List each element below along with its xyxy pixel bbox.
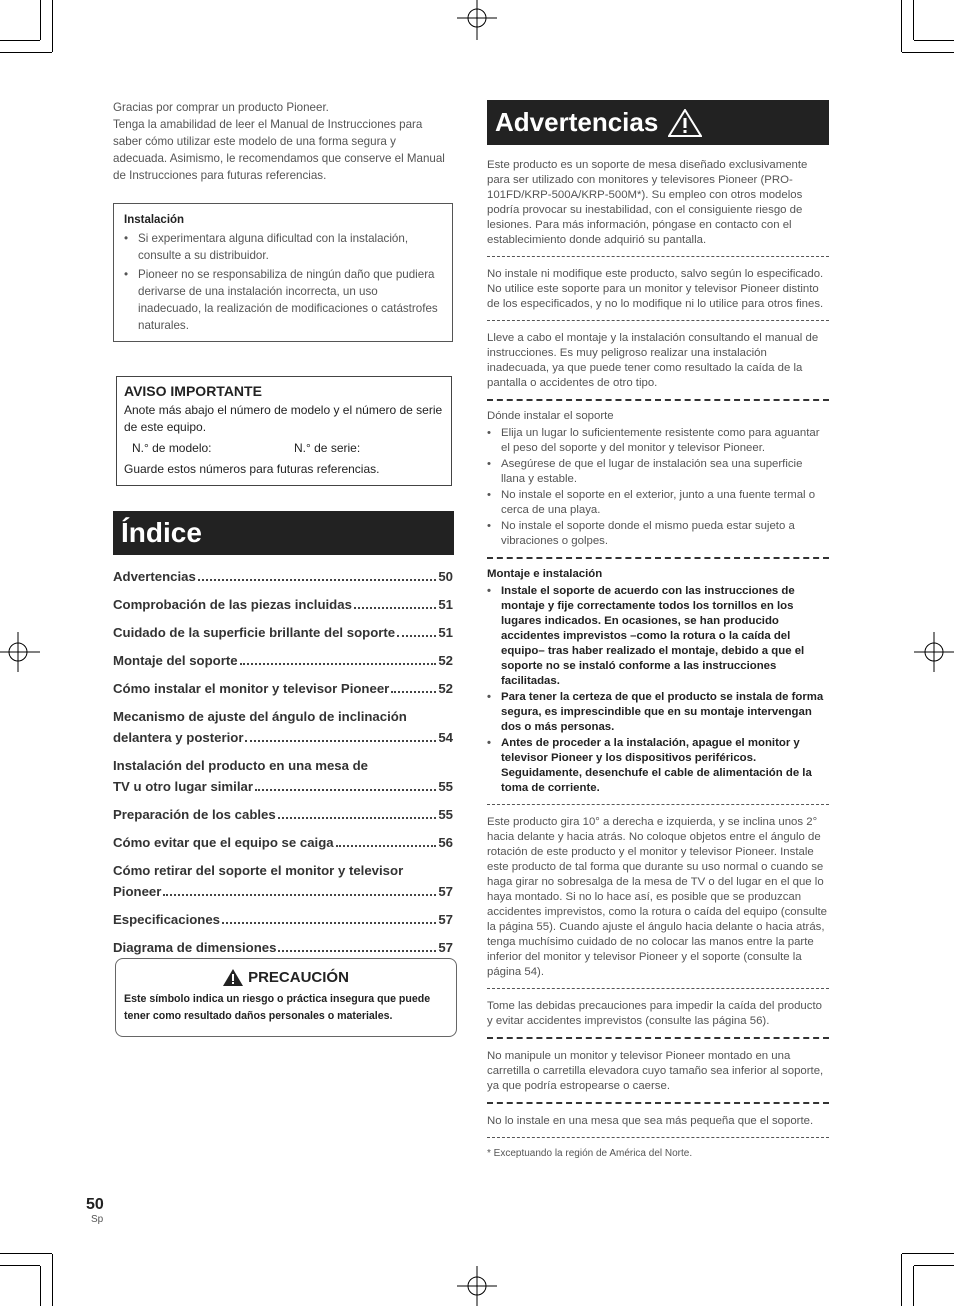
toc-label: Diagrama de dimensiones bbox=[113, 940, 277, 955]
crop-mark bbox=[914, 40, 954, 41]
crop-mark bbox=[52, 1254, 53, 1306]
instalacion-box bbox=[113, 203, 453, 342]
precaucion-heading bbox=[124, 969, 448, 986]
toc-line bbox=[113, 622, 453, 643]
warning-icon bbox=[668, 109, 702, 137]
toc-line bbox=[113, 881, 453, 902]
toc-entry[interactable] bbox=[113, 937, 453, 958]
toc-leader bbox=[391, 691, 436, 693]
paragraph: Este producto gira 10° a derecha e izquierda, y se inclina unos 2° hacia delante y hacia atrás. No coloque objetos entre el ángulo de rotación de este producto y el monitor y televisor Pioneer. Instale este producto de tal forma que durante su uso normal o cuando se haga girar no sobresalga de la mesa de TV o del lugar en el que lo haya montado. Si no lo hace así, es posible que se produzcan accidentes imprevistos, como la rotura o caída del equipo (consulte la página 55). Cuando ajuste el ángulo hacia delante o hacia atrás, tenga muchísimo cuidado de no colocar las manos entre la parte inferior del monitor y televisor Pioneer y el soporte (consulte la página 54). bbox=[487, 816, 828, 978]
list-item: • No instale el soporte donde el mismo pueda estar sujeto a vibraciones o golpes. bbox=[487, 519, 829, 549]
crop-mark bbox=[913, 0, 914, 40]
precaucion-text: Este símbolo indica un riesgo o práctica insegura que puede tener como resultado daños personales o materiales. bbox=[124, 993, 431, 1022]
toc-entry[interactable] bbox=[113, 678, 453, 699]
toc-label: Mecanismo de ajuste del ángulo de inclinación bbox=[113, 709, 407, 724]
toc-page-number: 51 bbox=[438, 597, 453, 612]
crop-mark bbox=[0, 1253, 52, 1254]
toc-line bbox=[113, 727, 453, 748]
toc-leader bbox=[240, 663, 437, 665]
crop-mark bbox=[902, 1253, 954, 1254]
toc-label: Comprobación de las piezas incluidas bbox=[113, 597, 352, 612]
toc-label: Montaje del soporte bbox=[113, 653, 238, 668]
advertencias-body bbox=[487, 156, 829, 1161]
toc-page-number: 52 bbox=[438, 653, 453, 668]
montaje-list bbox=[487, 584, 829, 796]
divider bbox=[487, 557, 829, 559]
toc-entry[interactable] bbox=[113, 804, 453, 825]
list-item: • Para tener la certeza de que el producto se instala de forma segura, es imprescindible que en su montaje intervengan dos o más personas. bbox=[487, 690, 829, 735]
toc-label: TV u otro lugar similar bbox=[113, 779, 253, 794]
list-item: • No instale el soporte en el exterior, junto a una fuente termal o cerca de una playa. bbox=[487, 488, 829, 518]
toc-line bbox=[113, 650, 453, 671]
indice-header: Índice bbox=[113, 511, 454, 555]
page-number: 50 bbox=[86, 1196, 104, 1213]
toc-line bbox=[113, 804, 453, 825]
paragraph: No instale ni modifique este producto, salvo según lo especificado. No utilice este soporte para un monitor y televisor Pioneer distinto de los especificados, y no lo modifique ni lo utilice para otros fines. bbox=[487, 268, 824, 310]
toc-entry[interactable] bbox=[113, 860, 453, 902]
advertencias-title: Advertencias bbox=[495, 107, 659, 137]
toc-entry[interactable] bbox=[113, 832, 453, 853]
intro-text: Gracias por comprar un producto Pioneer. Tenga la amabilidad de leer el Manual de Instrucciones para saber cómo utilizar este modelo de una forma segura y adecuada. Asimismo, le recomendamos que conserve el Manual de Instrucciones para futuras referencias. bbox=[113, 101, 445, 182]
toc-entry[interactable] bbox=[113, 566, 453, 587]
toc-leader bbox=[278, 950, 436, 952]
toc-entry[interactable] bbox=[113, 650, 453, 671]
divider bbox=[487, 399, 829, 401]
crop-mark bbox=[901, 0, 902, 52]
modelo-label: N.° de modelo: bbox=[132, 441, 212, 455]
list-item: • Elija un lugar lo suficientemente resistente como para aguantar el peso del soporte y del monitor y televisor Pioneer. bbox=[487, 426, 829, 456]
paragraph: Tome las debidas precauciones para impedir la caída del producto y evitar accidentes imprevistos (consulte las página 56). bbox=[487, 1000, 822, 1027]
toc-label: Cómo retirar del soporte el monitor y televisor bbox=[113, 863, 404, 878]
divider bbox=[487, 1137, 829, 1138]
divider bbox=[487, 320, 829, 321]
toc-page-number: 52 bbox=[438, 681, 453, 696]
serie-label: N.° de serie: bbox=[294, 441, 361, 455]
crop-mark bbox=[901, 1254, 902, 1306]
toc-page-number: 57 bbox=[438, 940, 453, 955]
crop-mark bbox=[0, 52, 52, 53]
aviso-importante-box bbox=[116, 376, 452, 486]
crop-mark bbox=[40, 1266, 41, 1306]
toc-page-number: 56 bbox=[438, 835, 453, 850]
toc-entry[interactable] bbox=[113, 594, 453, 615]
toc-page-number: 51 bbox=[438, 625, 453, 640]
divider bbox=[487, 988, 829, 989]
toc-leader bbox=[245, 740, 436, 742]
paragraph: No lo instale en una mesa que sea más pequeña que el soporte. bbox=[487, 1115, 814, 1127]
toc-page-number: 57 bbox=[438, 912, 453, 927]
crop-mark bbox=[914, 1265, 954, 1266]
page-language: Sp bbox=[91, 1214, 104, 1225]
divider bbox=[487, 1037, 829, 1039]
toc-leader bbox=[222, 922, 436, 924]
toc-label: Preparación de los cables bbox=[113, 807, 276, 822]
toc-page-number: 57 bbox=[438, 884, 453, 899]
list-item: • Si experimentara alguna dificultad con la instalación, consulte a su distribuidor. bbox=[124, 230, 442, 264]
paragraph: Lleve a cabo el montaje y la instalación consultando el manual de instrucciones. Es muy peligroso realizar una instalación inadecuada, ya que puede tener como resultado la caída de la pantalla o accidentes de otro tipo. bbox=[487, 332, 819, 389]
toc-entry[interactable] bbox=[113, 706, 453, 748]
aviso-text: Anote más abajo el número de modelo y el número de serie de este equipo. bbox=[124, 403, 443, 434]
table-of-contents bbox=[113, 566, 453, 965]
registration-mark-icon bbox=[457, 0, 497, 40]
list-item: • Antes de proceder a la instalación, apague el monitor y televisor Pioneer y los dispositivos periféricos. Seguidamente, desenchufe el cable de alimentación de la toma de corriente. bbox=[487, 736, 829, 796]
toc-label: Cómo evitar que el equipo se caiga bbox=[113, 835, 334, 850]
toc-entry[interactable] bbox=[113, 755, 453, 797]
divider bbox=[487, 804, 829, 805]
aviso-footer: Guarde estos números para futuras referencias. bbox=[124, 462, 380, 476]
toc-line bbox=[113, 776, 453, 797]
aviso-title: AVISO IMPORTANTE bbox=[124, 383, 262, 399]
toc-entry[interactable] bbox=[113, 622, 453, 643]
paragraph: No manipule un monitor y televisor Pioneer montado en una carretilla o carretilla elevadora cuyo tamaño sea inferior al soporte, ya que podría estropearse o caerse. bbox=[487, 1050, 824, 1092]
toc-label: delantera y posterior bbox=[113, 730, 244, 745]
toc-leader bbox=[278, 817, 437, 819]
toc-page-number: 55 bbox=[438, 807, 453, 822]
toc-leader bbox=[255, 789, 436, 791]
warning-icon bbox=[223, 969, 243, 986]
toc-line bbox=[113, 832, 453, 853]
toc-entry[interactable] bbox=[113, 909, 453, 930]
list-item: • Asegúrese de que el lugar de instalación sea una superficie llana y estable. bbox=[487, 457, 829, 487]
toc-page-number: 55 bbox=[438, 779, 453, 794]
paragraph: Este producto es un soporte de mesa diseñado exclusivamente para ser utilizado con monitores y televisores Pioneer (PRO-101FD/KRP-500A/KRP-500M*). Su empleo con otros modelos podría provocar su inestabilidad, con el consiguiente riesgo de lesiones. Para más información, póngase en contacto con el establecimiento donde adquirió su pantalla. bbox=[487, 159, 808, 246]
registration-mark-icon bbox=[914, 632, 954, 672]
crop-mark bbox=[40, 0, 41, 40]
precaucion-title: PRECAUCIÓN bbox=[248, 969, 349, 986]
toc-leader bbox=[336, 845, 437, 847]
instalacion-title: Instalación bbox=[124, 214, 185, 226]
divider bbox=[487, 1102, 829, 1104]
crop-mark bbox=[902, 52, 954, 53]
crop-mark bbox=[0, 40, 40, 41]
toc-label: Instalación del producto en una mesa de bbox=[113, 758, 369, 773]
crop-mark bbox=[0, 1265, 40, 1266]
list-item: • Instale el soporte de acuerdo con las instrucciones de montaje y fije correctamente todos los tornillos en los lugares indicados. En ocasiones, se han producido accidentes imprevistos –como la rotura o la caída del equipo– tras haber realizado el montaje, debido a que el soporte no se instaló conforme a las instrucciones facilitadas. bbox=[487, 584, 829, 689]
toc-label: Especificaciones bbox=[113, 912, 221, 927]
registration-mark-icon bbox=[0, 632, 40, 672]
toc-line bbox=[113, 594, 453, 615]
toc-line bbox=[113, 937, 453, 958]
donde-list bbox=[487, 426, 829, 549]
toc-line bbox=[113, 909, 453, 930]
toc-leader bbox=[163, 894, 436, 896]
registration-mark-icon bbox=[457, 1266, 497, 1306]
instalacion-list bbox=[124, 230, 442, 334]
donde-title: Dónde instalar el soporte bbox=[487, 410, 614, 422]
list-item: • Pioneer no se responsabiliza de ningún daño que pudiera derivarse de una instalación incorrecta, un uso inadecuado, la realización de modificaciones o catástrofes naturales. bbox=[124, 266, 442, 334]
divider bbox=[487, 256, 829, 257]
toc-page-number: 54 bbox=[438, 730, 453, 745]
toc-label: Pioneer bbox=[113, 884, 162, 899]
crop-mark bbox=[52, 0, 53, 52]
toc-leader bbox=[198, 579, 437, 581]
toc-label: Cuidado de la superficie brillante del soporte bbox=[113, 625, 396, 640]
toc-line bbox=[113, 566, 453, 587]
toc-line bbox=[113, 678, 453, 699]
crop-mark bbox=[913, 1266, 914, 1306]
aviso-fields bbox=[132, 440, 444, 457]
montaje-title: Montaje e instalación bbox=[487, 568, 603, 580]
toc-leader bbox=[354, 607, 436, 609]
precaucion-box bbox=[115, 958, 457, 1037]
toc-page-number: 50 bbox=[438, 569, 453, 584]
toc-leader bbox=[397, 635, 436, 637]
advertencias-header bbox=[487, 100, 829, 145]
footnote: * Exceptuando la región de América del Norte. bbox=[487, 1148, 693, 1159]
toc-label: Cómo instalar el monitor y televisor Pioneer bbox=[113, 681, 390, 696]
toc-label: Advertencias bbox=[113, 569, 196, 584]
